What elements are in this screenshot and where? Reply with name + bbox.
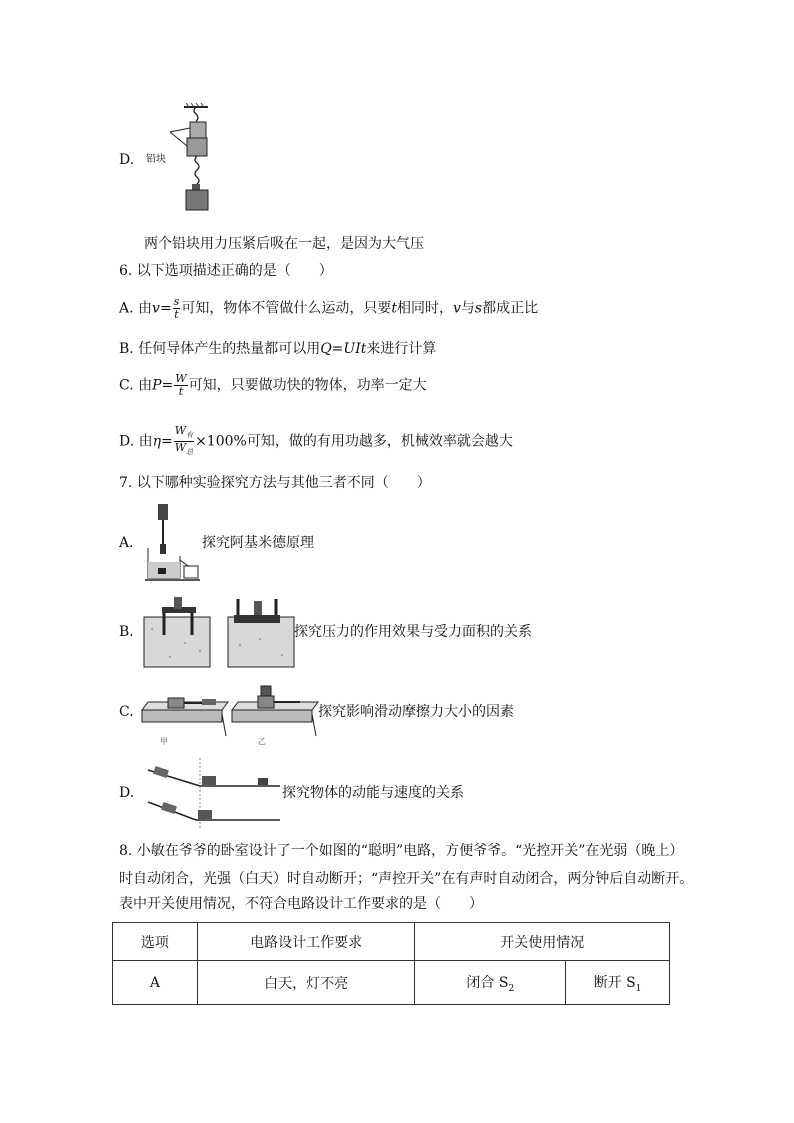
lead-blocks-illustration	[140, 100, 240, 225]
table-header-switch-usage: 开关使用情况	[415, 923, 670, 961]
table-cell-switch-close: 闭合 $S_2$	[415, 961, 566, 1005]
table-row	[113, 961, 670, 1005]
svg-text:甲: 甲	[160, 737, 168, 746]
q8-stem-line-3: 表中开关使用情况，不符合电路设计工作要求的是（ ）	[119, 896, 483, 912]
lead-block-caption: 铅块	[146, 154, 166, 165]
q7-option-b-label: B.	[119, 624, 134, 640]
q7-stem: 7. 以下哪种实验探究方法与其他三者不同（ ）	[119, 475, 431, 491]
table-cell-requirement: 白天，灯不亮	[197, 961, 415, 1005]
q6-stem: 6. 以下选项描述正确的是（ ）	[119, 263, 333, 279]
q7-option-c-text: 探究影响滑动摩擦力大小的因素	[318, 704, 514, 720]
table-cell-switch-open: 断开 $S_1$	[566, 961, 670, 1005]
table-cell-option: A	[113, 961, 198, 1005]
q6-option-b: B. 任何导体产生的热量都可以用Q=UIt来进行计算	[119, 341, 437, 357]
q7-option-a-label: A.	[119, 535, 134, 551]
archimedes-experiment-image	[140, 500, 202, 584]
q8-stem-line-2: 时自动闭合，光强（白天）时自动断开；“声控开关”在有声时自动闭合，两分钟后自动断开。	[119, 871, 694, 887]
pressure-experiment-image	[140, 595, 300, 671]
friction-experiment-image	[140, 680, 322, 750]
q6-option-c: C. 由P= $\frac{W}{t}$ 可知，只要做功快的物体，功率一定大	[119, 372, 427, 398]
q5-option-d-text: 两个铅块用力压紧后吸在一起，是因为大气压	[144, 236, 424, 252]
q7-option-d-label: D.	[119, 785, 135, 801]
q6-option-d: D. 由η= $\frac{W_有}{W_总}$ ×100%可知，做的有用功越多，机械效率就会越大	[119, 424, 513, 457]
q7-option-c-label: C.	[119, 704, 134, 720]
table-header-requirement: 电路设计工作要求	[197, 923, 415, 961]
q7-option-a-text: 探究阿基米德原理	[202, 535, 314, 551]
q5-option-d-label: D.	[119, 152, 135, 168]
q6-option-a: A. 由v= $\frac{s}{t}$ 可知，物体不管做什么运动，只要t相同时，v与s都成正比	[119, 295, 539, 321]
table-header-option: 选项	[113, 923, 198, 961]
q8-stem-line-1: 8. 小敏在爷爷的卧室设计了一个如图的“聪明”电路，方便爷爷。“光控开关”在光弱（晚上）	[119, 843, 684, 859]
table-header-row	[113, 923, 670, 961]
svg-text:乙: 乙	[258, 737, 266, 746]
q7-option-b-text: 探究压力的作用效果与受力面积的关系	[294, 624, 532, 640]
q7-option-d-text: 探究物体的动能与速度的关系	[282, 785, 464, 801]
kinetic-energy-experiment-image	[140, 752, 282, 830]
q8-table	[112, 922, 670, 1005]
